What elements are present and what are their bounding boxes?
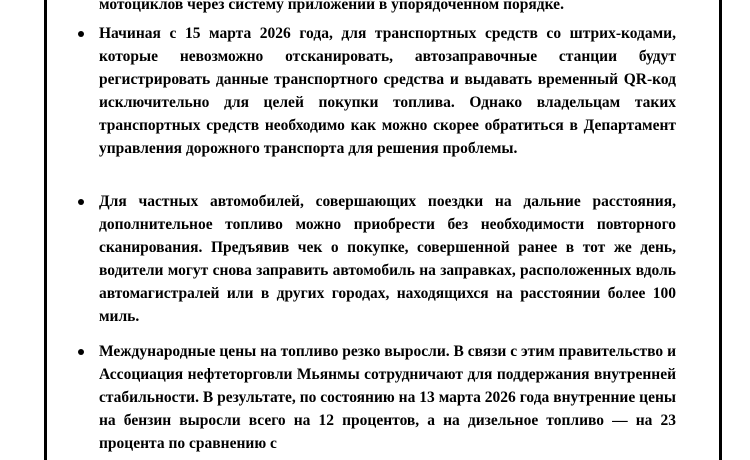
bullet-item-qr-code: [99, 22, 676, 160]
bullet-text: Для частных автомобилей, совершающих поездки на дальние расстояния, дополнительное топливо можно приобрести без необходимости повторного сканирования. Предъявив чек о покупке, совершенной ранее в тот же день, водители могут снова заправить автомобиль на заправках, расположенных вдоль автомагистралей или в других городах, находящихся на расстоянии более 100 миль.: [99, 193, 676, 325]
bullet-dot-icon: [78, 31, 84, 37]
bullet-dot-icon: [78, 199, 84, 205]
page-border-right: [719, 0, 722, 460]
bullet-text: Начиная с 15 марта 2026 года, для транспортных средств со штрих-кодами, которые невозможно отсканировать, автозаправочные станции будут регистрировать данные транспортного средства и выдавать временный QR-код исключительно для целей покупки топлива. Однако владельцам таких транспортных средств необходимо как можно скорее обратиться в Департамент управления дорожного транспорта для решения проблемы.: [99, 25, 676, 157]
bullet-dot-icon: [78, 349, 84, 355]
page-border-left: [44, 0, 47, 460]
bullet-item-long-distance: [99, 190, 676, 328]
bullet-text: Международные цены на топливо резко выросли. В связи с этим правительство и Ассоциация нефтеторговли Мьянмы сотрудничают для поддержания внутренней стабильности. В результате, по состоянию на 13 марта 2026 года внутренние цены на бензин выросли всего на 12 процентов, а на дизельное топливо — на 23 процента по сравнению с: [99, 343, 676, 452]
bullet-item-fuel-prices: [99, 340, 676, 455]
paragraph-fragment-top: мотоциклов через систему приложений в упорядоченном порядке.: [99, 0, 564, 13]
